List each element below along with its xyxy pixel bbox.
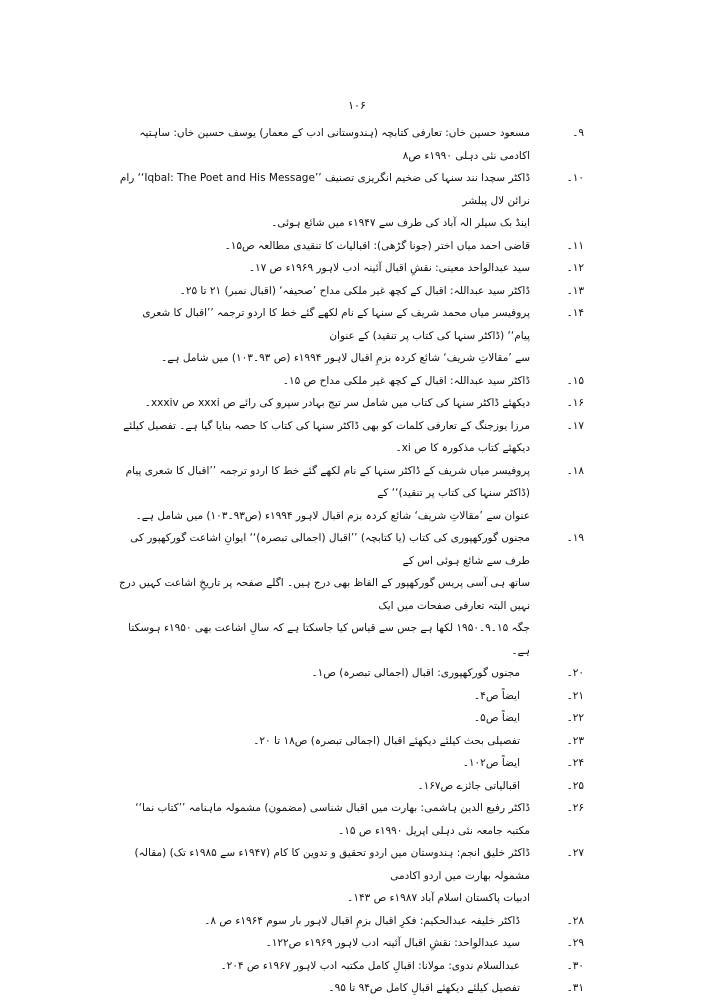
endnote-number: ۱۵۔: [566, 374, 584, 387]
endnote-line: ادبیات پاکستان اسلام آباد ۱۹۸۷ء ص ۱۴۳۔: [347, 892, 530, 904]
endnote-text: [118, 775, 530, 798]
endnote-line: عبدالسلام ندوی: مولانا: اقبالِ کامل مکتبہ ادب لاہور ۱۹۶۷ء ص ۲۰۴۔: [220, 959, 520, 972]
endnote-line: ڈاکٹر سچدا نند سنہا کی ضخیم انگریزی تصنیف ’’Iqbal: The Poet and His Message‘‘ رام نرائن لال پبلشر: [119, 172, 530, 207]
endnote-number: ۱۰۔: [566, 172, 584, 184]
endnote: [118, 527, 584, 662]
endnote-number: ۲۳۔: [566, 734, 584, 747]
endnote: [118, 302, 584, 370]
endnote-line: پروفیسر میاں محمد شریف کے سنہا کے نام لکھے گئے خط کا اردو ترجمہ ’’اقبال کا شعری پیام‘‘ (ڈاکٹر سنہا کی کتاب پر تنقید) کے عنوان: [142, 307, 530, 342]
endnote-line: اینڈ بک سیلر الہ آباد کی طرف سے ۱۹۴۷ء میں شائع ہوئی۔: [271, 217, 530, 229]
endnote-text: [118, 707, 530, 730]
endnote-line: ایضاً ص۱۰۲۔: [462, 757, 520, 769]
endnote-number: ۲۰۔: [566, 667, 584, 679]
endnote-number: ۱۳۔: [566, 284, 584, 297]
endnote-line: سید عبدالواحد معینی: نقشِ اقبال آئینہ ادب لاہور ۱۹۶۹ء ص ۱۷۔: [248, 262, 530, 274]
endnote-number: ۳۱۔: [566, 982, 584, 994]
endnote-text: [118, 910, 530, 933]
endnote: [118, 910, 584, 933]
endnote-text: [118, 460, 530, 528]
endnote-text: [118, 797, 530, 842]
endnote-text: [118, 415, 530, 460]
endnote: [118, 797, 584, 842]
endnote-text: [118, 167, 530, 235]
endnote: [118, 415, 584, 460]
endnote-line: ڈاکٹر خلیق انجم: ہندوستان میں اردو تحقیق و تدوین کا کام (۱۹۴۷ء سے ۱۹۸۵ء تک) (مقالہ) مشمولہ بھارت میں اردو اکادمی: [134, 847, 530, 882]
endnote-line: ڈاکٹر سید عبداللہ: اقبال کے کچھ غیر ملکی مداح ص ۱۵۔: [282, 374, 530, 387]
endnotes-list: [118, 122, 584, 1000]
endnote: [118, 235, 584, 258]
endnote: [118, 167, 584, 235]
endnote-text: [118, 280, 530, 303]
endnote-number: ۲۱۔: [566, 689, 584, 702]
page-number: ۱۰۶: [348, 99, 366, 112]
endnote-number: ۱۴۔: [566, 307, 584, 319]
endnote-line: مجنوں گورکھپوری: اقبال (اجمالی تبصرہ) ص۱۔: [311, 667, 520, 679]
endnote-text: [118, 685, 530, 708]
endnote-text: [118, 977, 530, 1000]
endnote-text: [118, 392, 530, 415]
endnote: [118, 257, 584, 280]
endnote: [118, 932, 584, 955]
endnote-number: ۲۲۔: [566, 712, 584, 724]
endnote-line: تفصیل کیلئے دیکھئے اقبالِ کامل ص۹۴ تا ۹۵۔: [328, 982, 520, 994]
endnote-line: دیکھئے ڈاکٹر سنہا کی کتاب میں شامل سر تیج بہادر سپرو کی رائے ص xxxi ص xxxiv۔: [144, 397, 530, 409]
endnote-line: پروفیسر میاں شریف کے ڈاکٹر سنہا کے نام لکھے گئے خط کا اردو ترجمہ ’’اقبال کا شعری پیام (ڈاکٹر سنہا کی کتاب پر تنقید)‘‘ کے: [125, 464, 530, 499]
endnote: [118, 685, 584, 708]
endnote-text: [118, 302, 530, 370]
endnote-number: ۹۔: [572, 127, 584, 139]
endnote-number: ۲۸۔: [566, 914, 584, 927]
endnote-line: سید عبدالواحد: نقشِ اقبال آئینہ ادب لاہور ۱۹۶۹ء ص۱۲۲۔: [265, 937, 520, 949]
endnote-line: تفصیلی بحث کیلئے دیکھئے اقبال (اجمالی تبصرہ) ص۱۸ تا ۲۰۔: [253, 734, 520, 747]
endnote: [118, 662, 584, 685]
endnote-number: ۳۰۔: [566, 959, 584, 972]
endnote-line: ایضاً ص۴۔: [474, 689, 520, 702]
endnote: [118, 460, 584, 528]
endnote-line: ڈاکٹر خلیفہ عبدالحکیم: فکرِ اقبال بزمِ اقبال لاہور بار سوم ۱۹۶۴ء ص ۸۔: [204, 914, 520, 927]
endnote: [118, 707, 584, 730]
endnote-number: ۱۸۔: [566, 464, 584, 477]
endnote-text: [118, 662, 530, 685]
endnote-text: [118, 257, 530, 280]
endnote: [118, 122, 584, 167]
endnote-text: [118, 730, 530, 753]
endnote-line: جگہ ۱۵۔۹۔۱۹۵۰ لکھا ہے جس سے قیاس کیا جاسکتا ہے کہ سالِ اشاعت بھی ۱۹۵۰ء ہوسکتا ہے۔: [128, 622, 530, 657]
endnote-text: [118, 932, 530, 955]
endnote-number: ۲۶۔: [566, 802, 584, 814]
endnote-number: ۲۹۔: [566, 937, 584, 949]
endnote-number: ۱۷۔: [566, 419, 584, 432]
endnote-number: ۲۵۔: [566, 779, 584, 792]
endnote: [118, 977, 584, 1000]
endnote-line: مجنوں گورکھپوری کی کتاب (یا کتابچہ) ’’اقبال (اجمالی تبصرہ)‘‘ ایوانِ اشاعت گورکھپور کی طرف سے شائع ہوئی اس کے: [130, 532, 530, 567]
endnote-number: ۱۹۔: [566, 532, 584, 544]
endnote: [118, 730, 584, 753]
endnote: [118, 280, 584, 303]
endnote-text: [118, 842, 530, 910]
endnote: [118, 752, 584, 775]
endnote-line: ڈاکٹر رفیع الدین ہاشمی: بھارت میں اقبال شناسی (مضمون) مشمولہ ماہنامہ ’’کتاب نما‘‘ مکتبہ جامعہ نئی دہلی اپریل ۱۹۹۰ء ص ۱۵۔: [135, 802, 530, 837]
endnote-text: [118, 235, 530, 258]
endnote-text: [118, 370, 530, 393]
endnote-number: ۱۶۔: [566, 397, 584, 409]
endnote-line: مرزا یوزجنگ کے تعارفی کلمات کو بھی ڈاکٹر سنہا کی کتاب کا حصہ بنایا گیا ہے۔ تفصیل کیلئے دیکھئے کتاب مذکورہ کا ص xi۔: [123, 419, 530, 454]
endnote-line: مسعود حسین خاں: تعارفی کتابچہ (ہندوستانی ادب کے معمار) یوسف حسین خاں: ساہتیہ اکادمی نئی دہلی ۱۹۹۰ء ص۸: [139, 127, 530, 162]
endnote-line: ساتھ ہی آسی پریس گورکھپور کے الفاظ بھی درج ہیں۔ اگلے صفحہ پر تاریخِ اشاعت کہیں درج نہیں البتہ تعارفی صفحات میں ایک: [119, 577, 530, 612]
endnote: [118, 955, 584, 978]
endnote-line: سے ’مقالاتِ شریف‘ شائع کردہ بزمِ اقبال لاہور ۱۹۹۴ء (ص ۹۳۔۱۰۳) میں شامل ہے۔: [161, 352, 530, 364]
endnote-line: ڈاکٹر سید عبداللہ: اقبال کے کچھ غیر ملکی مداح ’صحیفہ‘ (اقبال نمبر) ۲۱ تا ۲۵۔: [179, 284, 530, 297]
endnote-text: [118, 955, 530, 978]
endnote: [118, 842, 584, 910]
endnote-text: [118, 122, 530, 167]
endnote-text: [118, 752, 530, 775]
endnote-number: ۲۴۔: [566, 757, 584, 769]
endnote-line: عنوان سے ’مقالاتِ شریف‘ شائع کردہ بزم اقبال لاہور ۱۹۹۴ء (ص۹۳۔۱۰۳) میں شامل ہے۔: [135, 509, 530, 522]
endnote-number: ۲۷۔: [566, 847, 584, 859]
endnote-line: قاضی احمد میاں اختر (جونا گڑھی): اقبالیات کا تنقیدی مطالعہ ص۱۵۔: [224, 239, 530, 252]
endnote-line: ایضاً ص۵۔: [474, 712, 520, 724]
endnote-number: ۱۱۔: [566, 239, 584, 252]
endnote: [118, 775, 584, 798]
endnote-line: اقبالیاتی جائزے ص۱۶۷۔: [417, 779, 520, 792]
endnote: [118, 392, 584, 415]
endnote-text: [118, 527, 530, 662]
endnote: [118, 370, 584, 393]
endnote-number: ۱۲۔: [566, 262, 584, 274]
